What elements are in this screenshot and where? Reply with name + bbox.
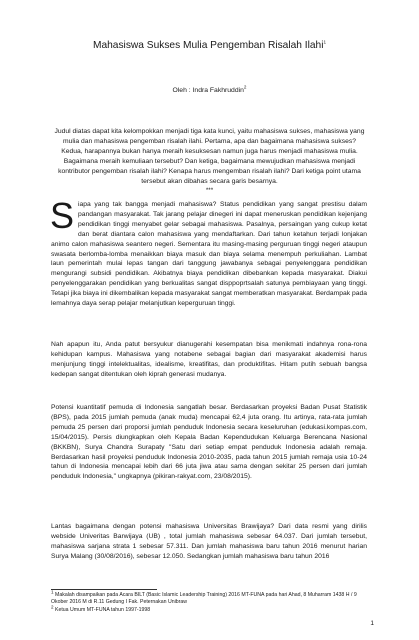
footnote-2-text: Ketua Umum MT-FUNA tahun 1997-1998 (55, 606, 151, 613)
page-number: 1 (370, 620, 374, 627)
body-paragraph-1 (50, 195, 367, 309)
abstract-paragraph: Judul diatas dapat kita kelompokkan menjadi tiga kata kunci, yaitu mahasiswa sukses, mahasiswa yang mulia dan mahasiswa pengemban risalah ilahi. Pertama, apa dan bagaimana mahasiswa sukses? Kedua, harapannya bukan hanya meraih kesuksesan namun juga harus menjadi mahasiswa mulia. Bagaimana meraih kemuliaan tersebut? Dan ketiga, bagaimana mewujudkan mahasiswa menjadi kontributor pengemban risalah ilahi? Kenapa harus mengemban risalah ilahi? Dari ketiga point utama tersebut akan dibahas secara garis besarnya. (54, 128, 365, 185)
footnote-1-ref: 1 (51, 589, 54, 595)
drop-cap: S (50, 195, 75, 236)
author-text: Oleh : Indra Fakhruddin (172, 87, 244, 94)
footnotes (51, 589, 367, 614)
footnote-1-text: Makalah disampaikan pada Acara BILT (Basic Islamic Leadership Training) 2016 MT-FUNA pada hari Ahad, 8 Muharram 1438 H / 9 Okober 2016 M di R.11 Gedung I Fak. Peternakan Unibraw (51, 592, 357, 606)
footnote-2-ref: 2 (51, 603, 54, 609)
section-separator: *** (205, 187, 214, 194)
footnote-1 (51, 589, 367, 607)
title-footnote-ref[interactable]: 1 (323, 39, 327, 45)
body-paragraph-3: Potensi kuantitatif pemuda di Indonesia sangatlah besar. Berdasarkan proyeksi Badan Pusat Statistik (BPS), pada 2015 jumlah pemuda (anak muda) mencapai 62,4 juta orang. Itu artinya, rata-rata jumlah pemuda 25 persen dari proporsi jumlah penduduk Indonesia secara keseluruhan (edukasi.kompas.com, 15/04/2015). Persis diungkapkan oleh Kepala Badan Kependudukan Keluarga Berencana Nasional (BKKBN), Surya Chandra Surapaty "Satu dari setiap empat penduduk Indonesia adalah remaja. Berdasarkan hasil proyeksi penduduk Indonesia 2010-2035, pada tahun 2015 jumlah remaja usia 10-24 tahun di Indonesia mencapai lebih dari 66 juta jiwa atau sama dengan sekitar 25 persen dari jumlah penduduk Indonesia," ungkapnya (pikiran-rakyat.com, 23/08/2015). (51, 404, 367, 481)
paragraph-1-text: iapa yang tak bangga menjadi mahasiswa? Status pendidikan yang sangat prestisu dalam pandangan masyarakat. Tak jarang pelajar dinegeri ini dapat meneruskan pendidikan kejenjang pendidikan tinggi menyabet gelar sebagai mahasiswa. Pasalnya, persaingan yang cukup ketat dan berat diantara calon mahasiswa yang mendaftarkan. Dari tahun ketahun terjadi lonjakan animo calon mahasiswa seantero negeri. Sementara itu masing-masing perguruan tinggi negeri ataupun swasata berlomba-lomba menaikkan biaya masuk dan biaya selama menempuh perkuliahan. Lambat laun pemerintah mulai lepas tangan dari tanggung jawabanya sebagai penyelenggara pendidikan mengurangi subsidi pendidikan. Akibatnya biaya pendidikan dibebankan kepada masyarakat. Diakui penyelenggarakan pendidikan yang berkualitas sangat disppoprtsalah satunya pembiayaan yang tinggi. Tetapi jika biaya ini dikembalikan kepada masyarakat sangat memberatkan masyarakat. Berdampak pada lemahnya daya serap pelajar melanjutkan keperguruan tinggi. (51, 201, 367, 308)
document-title (0, 40, 419, 51)
author-line (0, 84, 419, 94)
footnote-2 (51, 603, 367, 614)
footnote-divider (51, 589, 157, 590)
title-text: Mahasiswa Sukses Mulia Pengemban Risalah Ilahi (92, 40, 324, 51)
body-paragraph-2: Nah apapun itu, Anda patut bersyukur dianugerahi kesempatan bisa menikmati indahnya rona-rona kehidupan kampus. Mahasiswa yang notabene sebagai bagian dari masyarakat akademisi harus menjunjung tinggi intelektualitas, idealisme, kreatifitas, dan produktifitas. Hitam putih sebuah bangsa kedepan sangat ditentukan oleh kiprah generasi mudanya. (51, 341, 367, 378)
author-footnote-ref[interactable]: 2 (243, 84, 247, 90)
body-paragraph-4: Lantas bagaimana dengan potensi mahasiswa Universitas Brawijaya? Dari data resmi yang dirilis webside Univeritas Barwijaya (UB) , total jumlah mahasiswa sebesar 64.037. Dari jumlah tersebut, mahasiswa sarjana strata 1 sebesar 57.311. Dan jumlah mahasiswa baru tahun 2016 menurut harian Surya Malang (30/08/2016), sebesar 12.050. Sedangkan jumlah mahasiswa baru tahun 2016 (51, 523, 367, 560)
